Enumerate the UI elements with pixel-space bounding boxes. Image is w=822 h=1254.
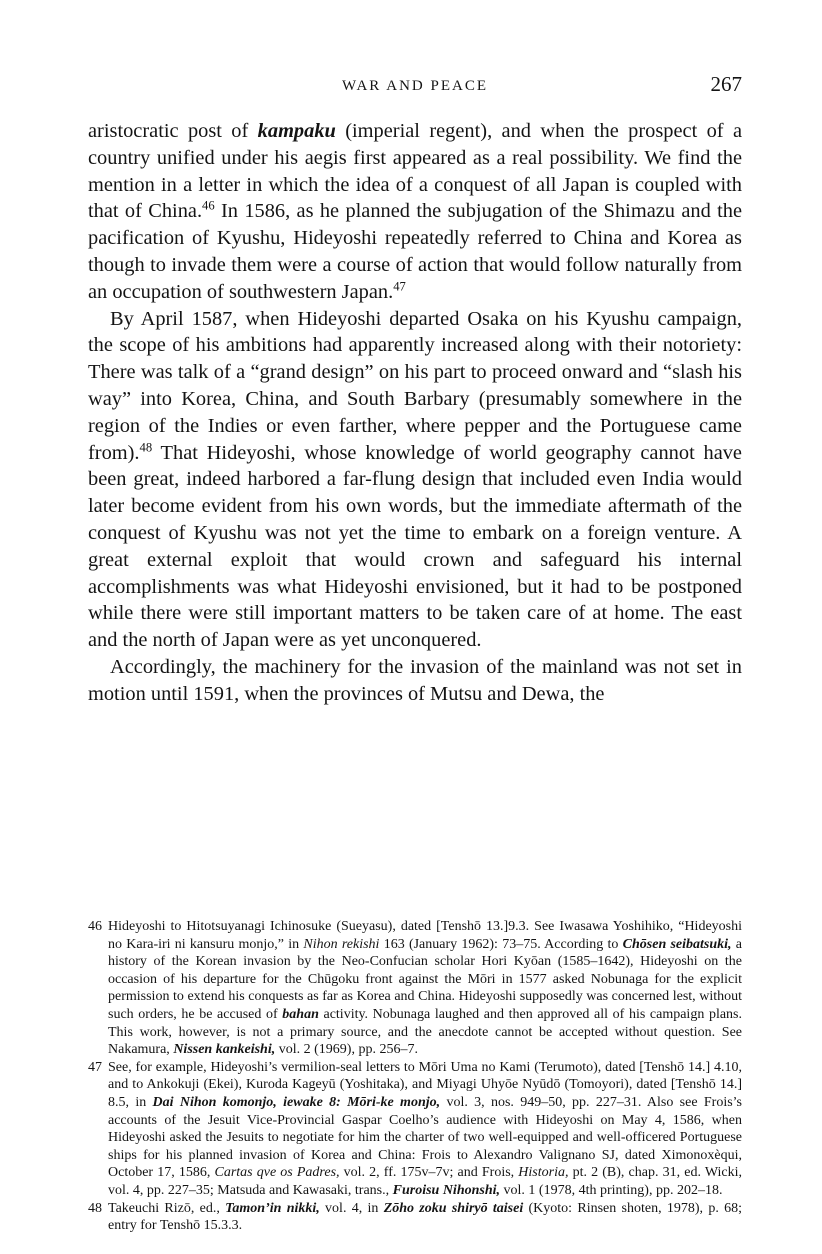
footnote-48: 48 Takeuchi Rizō, ed., Tamon’in nikki, vol. 4, in Zōho zoku shiryō taisei (Kyoto: Rinsen shoten, 1978), p. 68; entry for Tenshō 15.3.3. bbox=[88, 1200, 742, 1234]
term-kampaku: kampaku bbox=[257, 120, 336, 142]
footnote-ref-48[interactable]: 48 bbox=[139, 439, 153, 454]
paragraph-2: By April 1587, when Hideyoshi departed Osaka on his Kyushu campaign, the scope of his ambitions had apparently increased along with their notoriety: There was talk of a “grand design” on his part to proceed onward and “slash his way” into Korea, China, and South Barbary (presumably somewhere in the region of the Indies or even farther, where pepper and the Portuguese came from).$^{48}$ That Hideyoshi, whose knowledge of world geography cannot have been great, indeed harbored a far-flung design that included even India would later become evident from his own words, but the immediate aftermath of the conquest of Kyushu was not yet the time to embark on a foreign venture. A great external exploit that would crown and safeguard his internal accomplishments was what Hideyoshi envisioned, but it had to be postponed while there were still important matters to be taken care of at home. The east and the north of Japan were as yet unconquered. bbox=[88, 307, 742, 652]
footnotes bbox=[88, 918, 742, 1235]
running-head: WAR AND PEACE bbox=[341, 78, 488, 94]
footnote-number: 46 bbox=[88, 919, 102, 934]
footnote-number: 48 bbox=[88, 1200, 102, 1216]
page-header bbox=[88, 74, 742, 104]
paragraph-1: aristocratic post of kampaku (imperial regent), and when the prospect of a country unified under his aegis first appeared as a real possibility. We find the mention in a letter in which the idea of a conquest of all Japan is coupled with that of China.$^{46}$ In 1586, as he planned the subjugation of the Shimazu and the pacification of Kyushu, Hideyoshi repeatedly referred to China and Korea as though to invade them were a course of action that would follow naturally from an occupation of southwestern Japan.$^{47}$ bbox=[88, 120, 743, 303]
footnote-47: 47 See, for example, Hideyoshi’s vermilion-seal letters to Mōri Uma no Kami (Terumoto), dated [Tenshō 14.] 4.10, and to Ankokuji (Ekei), Kuroda Kageyū (Yoshitaka), and Miyagi Uhyōe Nyūdō (Tomoyori), dated [Tenshō 14.] 8.5, in Dai Nihon komonjo, iewake 8: Mōri-ke monjo, vol. 3, nos. 949–50, pp. 227–31. Also see Frois’s accounts of the Jesuit Vice-Provincial Gaspar Coelho’s audience with Hideyoshi on May 4, 1586, when Hideyoshi asked the Jesuits to negotiate for him the charter of two well-equipped and well-officered Portuguese ships for his planned invasion of Korea and China: Frois to Alexandro Valignano SJ, dated Ximonoxèqui, October 17, 1586, Cartas qve os Padres, vol. 2, ff. 175v–7v; and Frois, Historia, pt. 2 (B), chap. 31, ed. Wicki, vol. 4, pp. 227–35; Matsuda and Kawasaki, trans., Furoisu Nihonshi, vol. 1 (1978, 4th printing), pp. 202–18. bbox=[88, 1059, 743, 1198]
body-text bbox=[88, 118, 742, 708]
footnote-number: 47 bbox=[88, 1059, 102, 1075]
footnote-ref-47[interactable]: 47 bbox=[393, 279, 406, 294]
footnote-46: 46 Hideyoshi to Hitotsuyanagi Ichinosuke (Sueyasu), dated [Tenshō 13.]9.3. See Iwasawa Yoshihiko, “Hideyoshi no Kara-iri ni kansuru monjo,” in Nihon rekishi 163 (January 1962): 73–75. According to Chōsen seibatsuki, a history of the Korean invasion by the Neo-Confucian scholar Hori Kyōan (1585–1642), Hideyoshi on the occasion of his departure for the Chūgoku front against the Mōri in 1577 asked Nobunaga for the explicit permission to extend his conquests as far as Korea and China. Hideyoshi supposedly was concerned lest, without such orders, he be accused of bahan activity. Nobunaga laughed and then approved all of his campaign plans. This work, however, is not a primary source, and the anecdote cannot be accepted without question. See Nakamura, Nissen kankeishi, vol. 2 (1969), pp. 256–7. bbox=[88, 919, 743, 1058]
paragraph-3: Accordingly, the machinery for the invasion of the mainland was not set in motion until 1591, when the provinces of Mutsu and Dewa, the bbox=[88, 655, 742, 705]
page-number: 267 bbox=[710, 72, 742, 96]
footnote-ref-46[interactable]: 46 bbox=[202, 198, 215, 213]
